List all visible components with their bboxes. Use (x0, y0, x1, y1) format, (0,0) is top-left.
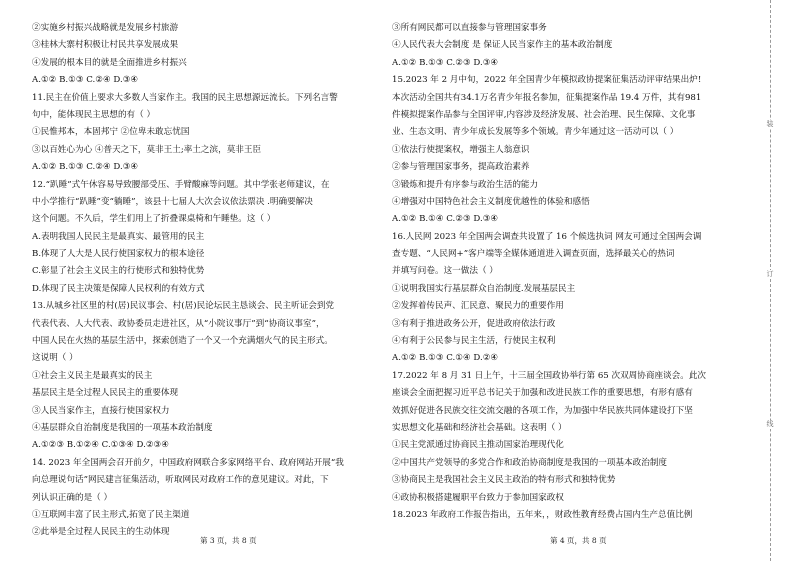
text-line: ③以百姓心为心 ④普天之下，莫非王土;率土之滨，莫非王臣 (32, 144, 262, 155)
answer-options: A.①② B.①③ C.②③ D.③④ (392, 57, 499, 68)
text-line: ②参与管理国家事务，提高政治素养 (392, 162, 530, 173)
option-a: A.表明我国人民民主是最真实、最管用的民主 (32, 231, 205, 242)
text-line: 列认识正确的是（ ） (32, 492, 113, 503)
text-line: ③有利于推进政务公开，促进政府依法行政 (392, 318, 556, 329)
text-line: ①说明我国实行基层群众自治制度.发展基层民主 (392, 283, 576, 294)
text-line: ④增强对中国特色社会主义制度优越性的体验和感悟 (392, 196, 590, 207)
text-line: ④政协积极搭建履职平台致力于参加国家政权 (392, 492, 564, 503)
text-line: ②中国共产党领导的多党合作和政治协商制度是我国的一项基本政治制度 (392, 457, 668, 468)
answer-options: A.①② B.①④ C.②③ D.③④ (392, 214, 499, 225)
text-line: 这说明（ ） (32, 353, 78, 364)
option-c: C.彰显了社会主义民主的行使形式和独特优势 (32, 266, 205, 277)
text-line: ①互联网丰富了民主形式,拓宽了民主渠道 (32, 509, 190, 520)
binding-dashed-line (770, 0, 771, 561)
text-line: ②实施乡村振兴战略就是发展乡村旅游 (32, 23, 179, 33)
text-line: ④发展的根本目的就是全面推进乡村振兴 (32, 57, 187, 68)
text-line: ①民惟邦本，本固邦宁 ②位卑未敢忘忧国 (32, 127, 190, 138)
text-line: ③桂林大寨村积极让村民共享发展成果 (32, 40, 179, 51)
page-number-left: 第 3 页，共 8 页 (200, 536, 257, 545)
left-page-column (32, 20, 398, 542)
text-line: ①社会主义民主是最真实的民主 (32, 370, 153, 381)
binding-mark: 订 (764, 270, 776, 279)
binding-mark: 线 (764, 420, 776, 429)
text-line: ④有利于公民参与民主生活，行使民主权利 (392, 336, 556, 347)
text-line: 这个问题。不久后，学生们用上了折叠课桌椅和午睡垫。这（ ） (32, 214, 276, 225)
question-16: 16.人民网 2023 年全国两会调查共设置了 16 个候选执词 网友可通过全国两会调 (392, 231, 702, 242)
text-line: ①民主党派通过协商民主推动国家治理现代化 (392, 440, 564, 451)
binding-mark: 装 (764, 120, 776, 129)
question-11: 11.民主在价值上要求大多数人当家作主。我国的民主思想源远流长。下列名言警 (32, 92, 338, 103)
text-line: 代表代表、人大代表、政协委员走进社区，从“小院议事厅”到“协商议事室”， (32, 318, 325, 329)
text-line: ③协商民主是我国社会主义民主政治的特有形式和独特优势 (392, 475, 616, 486)
text-line: ②此举是全过程人民民主的生动体现 (32, 527, 170, 538)
text-line: ③人民当家作主，直接行使国家权力 (32, 405, 170, 416)
text-line: ④人民代表大会制度 是 保证人民当家作主的基本政治制度 (392, 40, 613, 51)
right-page-column (392, 20, 737, 524)
text-line: 句中，能体现民主思想的有（ ） (32, 109, 156, 120)
answer-options: A.①②③ B.①②④ C.①③④ D.②③④ (32, 440, 169, 451)
answer-options: A.①② B.①③ C.②④ D.③④ (32, 162, 139, 173)
text-line: 效抓好促进各民族交往交流交融的各项工作，为加强中华民族共同体建设打下坚 (392, 405, 693, 416)
text-line: 业、生态文明、青少年成长发展等多个领域。青少年通过这一活动可以（ ） (392, 127, 679, 138)
text-line: ①依法行使提案权，增强主人翁意识 (392, 144, 530, 155)
text-line: 中小学推行“趴睡”变“躺睡”，该县十七届人大次会议依法票决 .明确要解决 (32, 196, 313, 207)
option-d: D.体现了民主决策是保障人民权利的有效方式 (32, 283, 205, 294)
text-line: ③所有网民都可以直接参与管理国家事务 (392, 23, 547, 33)
text-line: ③锻炼和提升有序参与政治生活的能力 (392, 179, 539, 190)
question-12: 12.“趴睡”式午休容易导致腰部受压、手臂酸麻等问题。其中学张老师建议，在 (32, 179, 330, 190)
answer-options: A.①② B.①③ C.②④ D.③④ (32, 75, 139, 86)
text-line: ④基层群众自治制度是我国的一项基本政治制度 (32, 422, 213, 433)
text-line: 实思想文化基础和经济社会基础。这表明（ ） (392, 422, 567, 433)
question-14: 14. 2023 年全国两会召开前夕，中国政府网联合多家网络平台、政府网站开展“我 (32, 457, 344, 468)
text-line: 中国人民在火热的基层生活中，探索创造了一个又一个充满烟火气的民主形式。 (32, 336, 333, 347)
question-13: 13.从城乡社区里的村(居)民议事会、村(居)民论坛民主恳谈会、民主听证会到党 (32, 301, 335, 312)
binding-margin (748, 0, 794, 561)
text-line: 本次活动全国共有34.1万名青少年报名参加，征集提案作品 19.4 万件，其有981 (392, 92, 702, 103)
text-line: 座谈会全面把握习近平总书记关于加强和改进民族工作的重要思想，有形有感有 (392, 388, 693, 399)
text-line: 并填写问卷。这一做法（ ） (392, 266, 498, 277)
option-b: B.体现了人大是人民行使国家权力的根本途径 (32, 249, 205, 260)
question-15: 15.2023 年 2 月中旬，2022 年全国青少年模拟政协提案征集活动评审结果出炉! (392, 75, 702, 86)
text-line: 件模拟提案作品参与全国评审,内容涉及经济发展、社会治理、民生保障、文化事 (392, 109, 696, 120)
page-number-right: 第 4 页，共 8 页 (550, 536, 607, 545)
text-line: 查专题、“人民网+”客户端等全媒体通道进入调查页面，选择最关心的热词 (392, 249, 675, 260)
text-line: 基层民主是全过程人民民主的重要体现 (32, 388, 179, 399)
text-line: ②发挥着传民声、汇民意、聚民力的重要作用 (392, 301, 564, 312)
answer-options: A.①② B.①③ C.①④ D.②④ (392, 353, 499, 364)
question-18: 18.2023 年政府工作报告指出，五年来，，财政性教育经费占国内生产总值比例 (392, 509, 693, 520)
text-line: 向总理说句话”网民建言征集活动，听取网民对政府工作的意见建议。对此，下 (32, 475, 329, 486)
question-17: 17.2022 年 8 月 31 日上午，十三届全国政协举行第 65 次双周协商座谈会。此次 (392, 370, 707, 381)
